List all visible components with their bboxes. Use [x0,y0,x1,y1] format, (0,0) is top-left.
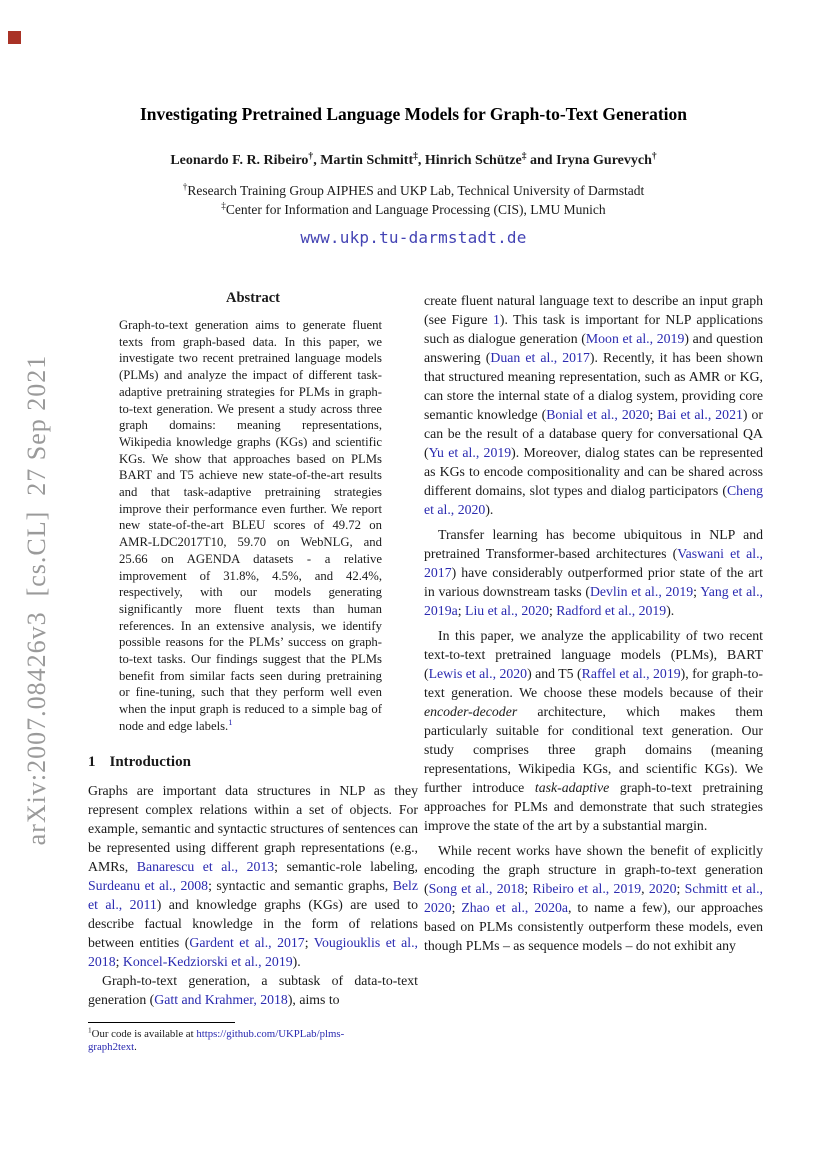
text-segment: ; semantic-role labeling, [274,858,418,874]
text-segment: , [641,881,649,896]
footnote-text [88,1024,418,1055]
right-paragraph-1 [424,291,763,519]
citation-link[interactable]: Banarescu et al., 2013 [136,858,275,874]
text-segment: ). Moreover, dialog states can be represented as KGs to encode compositionality and can be shared across different domains, slot types and dialog participators ( [424,445,763,498]
citation-link[interactable]: Koncel-Kedziorski et al., 2019 [122,953,293,969]
citation-link[interactable]: Devlin et al., 2019 [589,584,694,599]
citation-link[interactable]: Raffel et al., 2019 [581,666,681,681]
citation-link[interactable]: Vougiouklis et al., 2018 [88,934,418,969]
citation-link[interactable]: Bai et al., 2021 [657,407,743,422]
citation-link[interactable]: Radford et al., 2019 [556,603,667,618]
footnote-rule [88,1022,235,1023]
text-segment: Graphs are important data structures in NLP as they represent complex relations within a set of objects. For example, semantic and syntactic structures of sentences can be represented using different graph representations (e.g., AMRs, [88,782,418,874]
right-paragraph-3 [424,626,763,835]
text-segment: ; [524,881,533,896]
text-segment: ). [666,603,675,618]
double-dagger-marker: ‡ [413,151,418,162]
affiliation-2 [0,200,827,219]
text-segment: ), aims to [287,991,340,1007]
figure-ref-link[interactable]: 1 [492,312,500,327]
intro-paragraph-1 [88,781,418,971]
citation-link[interactable]: Liu et al., 2020 [465,603,549,618]
text-segment: ). Recently, it has been shown that structured meaning representation, such as AMR or KG, can store the internal state of a dialog system, providing core semantic knowledge ( [424,350,764,422]
affiliation-1 [0,181,827,200]
text-segment: architecture, which makes them particularly suitable for conditional text generation. Our study comprises three graph domains (meaning representations, Wikipedia KGs, and scientific KGs). We further introduce [424,704,763,795]
citation-link[interactable]: Moon et al., 2019 [585,331,685,346]
text-segment: , Hinrich Schütze [417,153,522,168]
text-segment: ). This task is important for NLP applications such as dialogue generation ( [424,312,763,346]
text-segment: Center for Information and Language Processing (CIS), LMU Munich [225,202,606,217]
paper-header [0,0,827,248]
text-segment: , to name a few), our approaches based on PLMs consistently outperform these models, even though PLMs – as sequence models – do not exhibit any [424,900,763,953]
text-segment: ) have considerably outperformed prior state of the art in various downstream tasks ( [424,565,763,599]
citation-link[interactable]: Yu et al., 2019 [428,445,512,460]
citation-link[interactable]: Song et al., 2018 [428,881,525,896]
text-segment: ; [548,603,557,618]
section-title: Introduction [109,753,191,770]
text-segment: ; [676,881,685,896]
double-dagger-marker: ‡ [521,151,527,162]
arxiv-stamp: arXiv:2007.08426v3 [cs.CL] 27 Sep 2021 [22,354,51,846]
citation-link[interactable]: Yang et al., 2019a [424,584,763,618]
text-segment: , Martin Schmitt [313,153,414,168]
authors-line [0,152,827,170]
left-column [88,288,418,1055]
dagger-marker: † [182,181,188,192]
section-1-heading [88,752,418,772]
citation-link[interactable]: Gatt and Krahmer, 2018 [154,991,288,1007]
abstract-heading: Abstract [226,290,280,306]
text-segment: Our code is available at [91,1027,197,1040]
text-segment: Transfer learning has become ubiquitous in NLP and pretrained Transformer-based architectures ( [424,527,763,561]
text-segment: Graph-to-text generation aims to generate fluent texts from graph-based data. In this paper, we investigate two recent pretrained language models (PLMs) and analyze the impact of different task-adaptive pretraining strategies for PLMs in graph-to-text generation. We present a study across three graph domains: meaning representations, Wikipedia knowledge graphs (KGs) and scientific KGs. We show that approaches based on PLMs BART and T5 achieve new state-of-the-art results and that task-adaptive pretraining strategies improve their performance even further. We report new state-of-the-art BLEU scores of 49.72 on AMR-LDC2017T10, 59.70 on WebNLG, and 25.66 on AGENDA datasets - a relative improvement of 31.8%, 4.5%, and 42.4%, respectively, with our models generating significantly more fluent texts than human references. In an extensive analysis, we identify possible reasons for the PLMs’ success on graph-to-text tasks. Our findings suggest that the PLMs benefit from similar facts seen during pretraining or fine-tuning, such that they perform well even when the input graph is reduced to a simple bag of node and edge labels. [119,318,382,733]
citation-link[interactable]: Gardent et al., 2017 [189,934,305,950]
text-segment: . [134,1041,137,1054]
text-segment: Leonardo F. R. Ribeiro [170,153,309,168]
citation-link[interactable]: Duan et al., 2017 [490,350,590,365]
citation-link[interactable]: Lewis et al., 2020 [428,666,528,681]
text-segment: create fluent natural language text to describe an input graph (see Figure [424,293,763,327]
citation-link[interactable]: Schmitt et al., 2020 [424,881,763,915]
text-segment: ), for graph-to-text generation. We choose these models because of their [424,666,763,700]
right-paragraph-4 [424,841,763,955]
text-segment: ). [485,502,494,517]
text-segment: ; [457,603,466,618]
text-segment: ; [451,900,462,915]
footnote-ref-link[interactable]: 1 [228,716,233,727]
text-segment: ) or can be the result of a database query for conversational QA ( [424,407,763,460]
text-segment: ; [304,934,314,950]
citation-link[interactable]: Vaswani et al., 2017 [424,546,763,580]
code-repository-link[interactable]: graph2text [88,1041,135,1054]
text-segment: ) and knowledge graphs (KGs) are used to describe factual knowledge in the form of relations between entities ( [88,896,418,950]
paper-title: Investigating Pretrained Language Models for Graph-to-Text Generation [139,104,687,124]
intro-paragraph-2 [88,971,418,1009]
abstract-body [119,317,382,735]
text-segment: While recent works have shown the benefit of explicitly encoding the graph structure in graph-to-text generation ( [424,843,763,896]
text-segment: ; [693,584,701,599]
citation-link[interactable]: Belz et al., 2011 [88,877,418,912]
footnote-marker: 1 [88,1024,92,1034]
text-segment: Research Training Group AIPHES and UKP Lab, Technical University of Darmstadt [187,183,645,198]
right-paragraph-2 [424,525,763,620]
citation-link[interactable]: Zhao et al., 2020a [461,900,569,915]
code-repository-link[interactable]: https://github.com/UKPLab/plms- [196,1027,345,1040]
text-segment: encoder-decoder [424,704,518,719]
text-segment: graph-to-text pretraining approaches for PLMs and demonstrate that such strategies improve the state of the art by a substantial margin. [424,780,763,833]
text-segment: ; [649,407,658,422]
text-segment: task-adaptive [534,780,610,795]
text-segment: ) and T5 ( [527,666,582,681]
right-column [424,291,763,961]
citation-link[interactable]: Ribeiro et al., 2019 [532,881,642,896]
text-segment: Graph-to-text generation, a subtask of data-to-text generation ( [88,972,418,1007]
double-dagger-marker: ‡ [221,200,226,211]
citation-link[interactable]: Surdeanu et al., 2008 [88,877,209,893]
text-segment: ) and question answering ( [424,331,763,365]
section-number: 1 [88,753,96,770]
text-segment: ; syntactic and semantic graphs, [208,877,393,893]
homepage-link[interactable]: www.ukp.tu-darmstadt.de [300,228,527,247]
text-segment: ; [115,953,123,969]
dagger-marker: † [651,151,657,162]
citation-link[interactable]: Cheng et al., 2020 [424,483,763,517]
text-segment: and Iryna Gurevych [526,153,652,168]
text-segment: ). [292,953,301,969]
citation-link[interactable]: 2020 [648,881,677,896]
citation-link[interactable]: Bonial et al., 2020 [546,407,650,422]
footnote [88,1022,418,1055]
text-segment: In this paper, we analyze the applicability of two recent text-to-text pretrained language models (PLMs), BART ( [424,628,763,681]
dagger-marker: † [308,151,314,162]
